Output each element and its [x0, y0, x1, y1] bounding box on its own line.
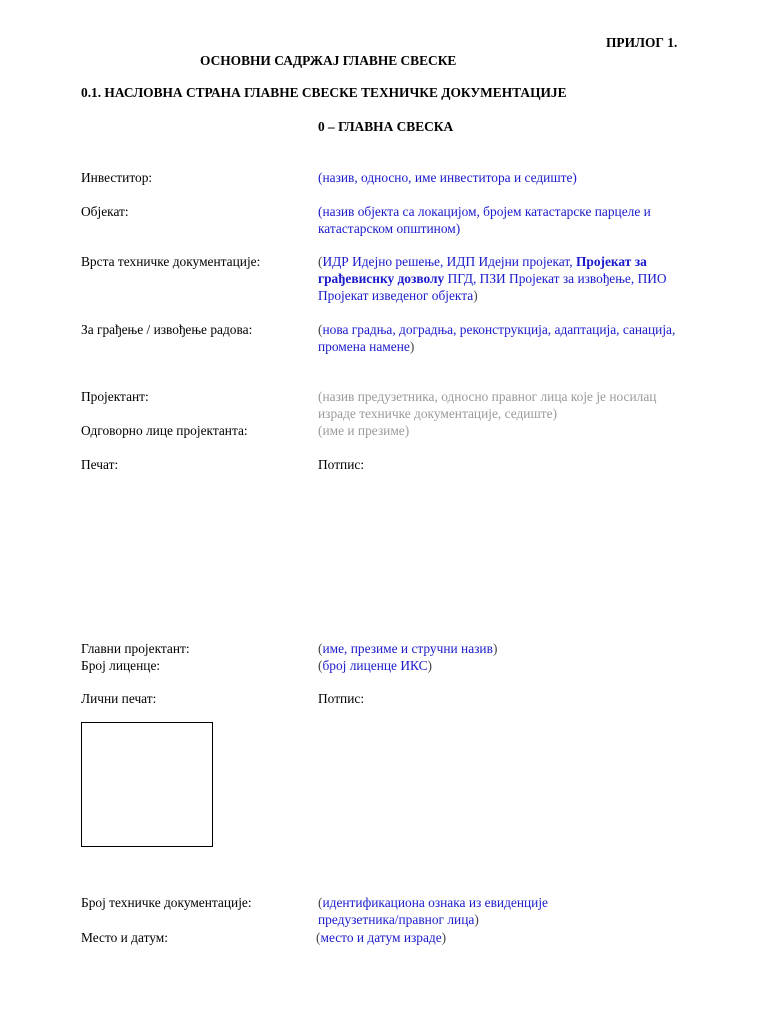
doc-number-close-bracket: ): [474, 912, 479, 927]
place-date-label: Место и датум:: [81, 930, 168, 945]
investor-label: Инвеститор:: [81, 170, 153, 185]
license-close-bracket: ): [427, 658, 432, 673]
designer-value: (назив предузетника, односно правног лица које је носилац израде техничке документације, седиште): [318, 389, 657, 421]
works-open-bracket: (: [318, 322, 323, 337]
doc-number-open-bracket: (: [318, 895, 323, 910]
chief-designer-label: Главни пројектант:: [81, 641, 190, 656]
place-date-open-bracket: (: [316, 930, 321, 945]
license-text: број лиценце ИКС: [322, 658, 428, 673]
designer-label: Пројектант:: [81, 389, 149, 404]
works-close-bracket: ): [409, 339, 415, 354]
doc-type-open-bracket: (: [318, 254, 323, 269]
investor-value: (назив, односно, име инвеститора и седиште): [318, 170, 577, 185]
main-title: ОСНОВНИ САДРЖАЈ ГЛАВНЕ СВЕСКЕ: [200, 53, 457, 68]
doc-type-part1: ИДР Идејно решење, ИДП Идејни пројекат,: [322, 254, 576, 269]
doc-type-value: [318, 253, 690, 304]
works-label: За грађење / извођење радова:: [81, 322, 253, 337]
object-value: (назив објекта са локацијом, бројем катастарске парцеле и катастарском општином): [318, 204, 651, 236]
place-date-value: [316, 929, 696, 946]
chief-designer-text: име, презиме и стручни назив: [322, 641, 493, 656]
works-value: [318, 321, 683, 355]
personal-stamp-label: Лични печат:: [81, 691, 157, 706]
license-open-bracket: (: [318, 658, 323, 673]
doc-number-value: [318, 894, 618, 928]
responsible-label: Одговорно лице пројектанта:: [81, 423, 248, 438]
chief-designer-value: [318, 640, 698, 657]
doc-number-text: идентификациона ознака из евиденције предузетника/правног лица: [318, 895, 548, 927]
doc-type-bold-part: Пројекат за грађевиснку дозволу: [318, 254, 647, 286]
place-date-close-bracket: ): [441, 930, 447, 945]
signature-label: Потпис:: [318, 457, 365, 472]
chief-designer-open-bracket: (: [318, 641, 323, 656]
annex-label: ПРИЛОГ 1.: [606, 35, 678, 50]
signature2-label: Потпис:: [318, 691, 365, 706]
personal-stamp-box: [81, 722, 213, 847]
doc-number-label: Број техничке документације:: [81, 895, 252, 910]
license-label: Број лиценце:: [81, 658, 161, 673]
doc-type-label: Врста техничке документације:: [81, 254, 261, 269]
place-date-text: место и датум израде: [320, 930, 442, 945]
responsible-value: (име и презиме): [318, 423, 410, 438]
stamp-label: Печат:: [81, 457, 119, 472]
doc-type-close-bracket: ): [473, 288, 478, 303]
works-text: нова градња, доградња, реконструкција, адаптација, санација, промена намене: [318, 322, 676, 354]
license-value: [318, 657, 698, 674]
chief-designer-close-bracket: ): [492, 641, 498, 656]
section-title: 0.1. НАСЛОВНА СТРАНА ГЛАВНЕ СВЕСКЕ ТЕХНИЧКЕ ДОКУМЕНТАЦИЈЕ: [81, 85, 567, 100]
volume-title: 0 – ГЛАВНА СВЕСКА: [318, 119, 454, 134]
object-label: Објекат:: [81, 204, 129, 219]
doc-type-part2: ПГД, ПЗИ Пројекат за извођење, ПИО Пројекат изведеног објекта: [318, 271, 667, 303]
